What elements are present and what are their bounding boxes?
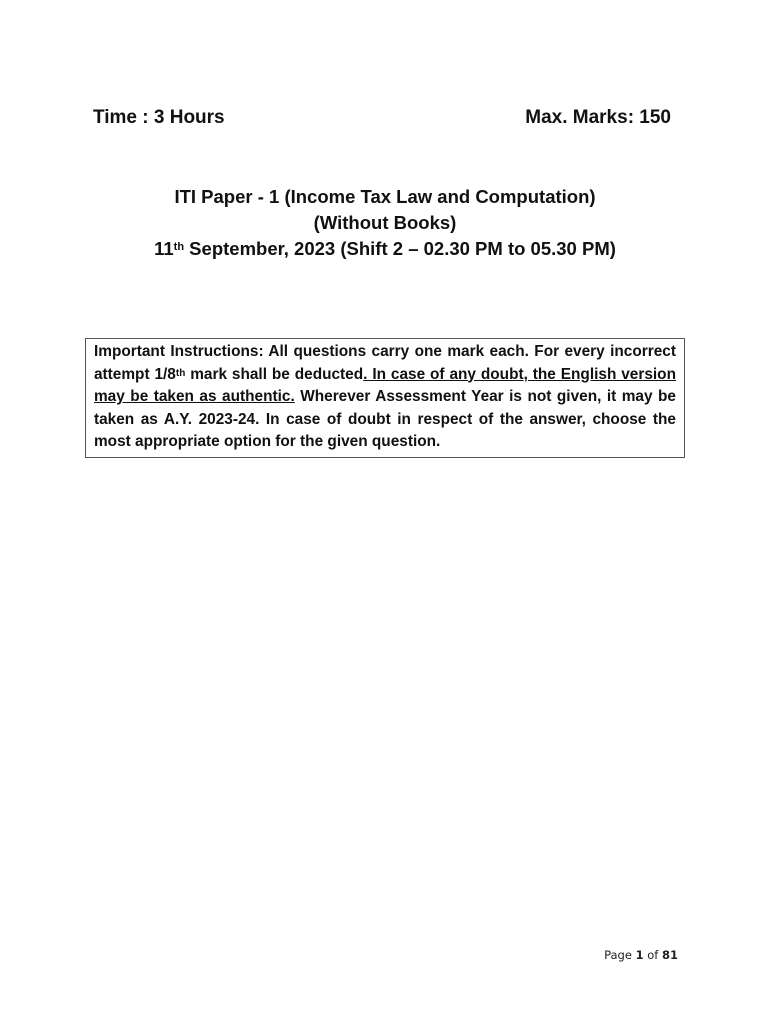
important-instructions-box [85,338,685,458]
page-number [560,948,678,962]
instructions-text-1: Important Instructions: All questions carry one mark each. For every incorrect attempt 1/8 [94,343,676,383]
instructions-underlined-text: . In case of any doubt, the English version may be taken as authentic. [94,365,676,405]
paper-title-block [60,184,710,262]
instructions-text-3: Wherever Assessment Year is not given, it may be taken as A.Y. 2023-24. In case of doubt in respect of the answer, choose the most appropriate option for the given question. [94,388,676,450]
page-current: 1 [635,948,644,962]
exam-date-day: 11 [154,238,174,259]
page-of-label: of [643,948,662,962]
max-marks: Max. Marks: 150 [525,107,671,128]
exam-date-details: September, 2023 (Shift 2 – 02.30 PM to 05.30 PM) [184,238,616,259]
instructions-text-2: mark shall be deducted [185,365,364,383]
page-total: 81 [661,948,678,962]
exam-date [60,236,710,262]
page-label: Page [604,948,636,962]
paper-title: ITI Paper - 1 (Income Tax Law and Computation) [174,186,596,207]
instructions-superscript: th [175,367,186,379]
exam-date-suffix: th [173,241,185,253]
exam-header [93,107,671,133]
exam-duration: Time : 3 Hours [93,107,225,128]
paper-subtitle: (Without Books) [313,212,457,233]
